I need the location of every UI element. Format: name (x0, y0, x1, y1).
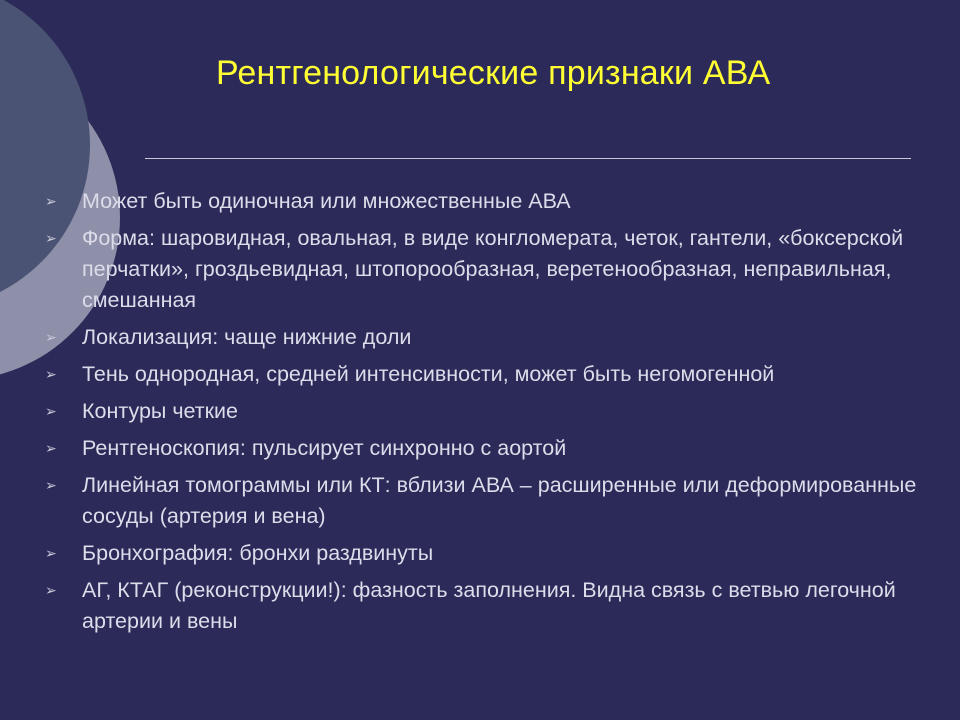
bullet-item (45, 470, 950, 532)
bullet-item (45, 359, 950, 390)
bullet-text: Может быть одиночная или множественные АВА (82, 189, 571, 213)
bullet-item (45, 433, 950, 464)
bullet-text: Контуры четкие (82, 399, 239, 423)
arrow-bullet-icon: ➢ (45, 582, 57, 598)
bullet-text: Бронхография: бронхи раздвинуты (82, 541, 434, 565)
bullet-text: Форма: шаровидная, овальная, в виде конгломерата, четок, гантели, «боксерской перчатки», гроздьевидная, штопорообразная, веретенообразная, неправильная, смешанная (82, 226, 904, 312)
arrow-bullet-icon: ➢ (45, 230, 57, 246)
bullet-text: АГ, КТАГ (реконструкции!): фазность заполнения. Видна связь с ветвью легочной артерии и вены (82, 578, 896, 633)
arrow-bullet-icon: ➢ (45, 193, 57, 209)
arrow-bullet-icon: ➢ (45, 545, 57, 561)
bullet-item (45, 223, 950, 316)
arrow-bullet-icon: ➢ (45, 477, 57, 493)
title-divider (145, 158, 911, 159)
arrow-bullet-icon: ➢ (45, 366, 57, 382)
bullet-text: Линейная томограммы или КТ: вблизи АВА – расширенные или деформированные сосуды (артерия и вена) (82, 473, 917, 528)
arrow-bullet-icon: ➢ (45, 329, 57, 345)
bullet-list (45, 186, 950, 643)
bullet-item (45, 396, 950, 427)
bullet-item (45, 186, 950, 217)
bullet-item (45, 538, 950, 569)
bullet-item (45, 322, 950, 353)
bullet-item (45, 575, 950, 637)
arrow-bullet-icon: ➢ (45, 440, 57, 456)
arrow-bullet-icon: ➢ (45, 403, 57, 419)
bullet-text: Рентгеноскопия: пульсирует синхронно с аортой (82, 436, 567, 460)
bullet-text: Локализация: чаще нижние доли (82, 325, 412, 349)
slide-title: Рентгенологические признаки АВА (216, 54, 771, 92)
bullet-text: Тень однородная, средней интенсивности, может быть негомогенной (82, 362, 775, 386)
